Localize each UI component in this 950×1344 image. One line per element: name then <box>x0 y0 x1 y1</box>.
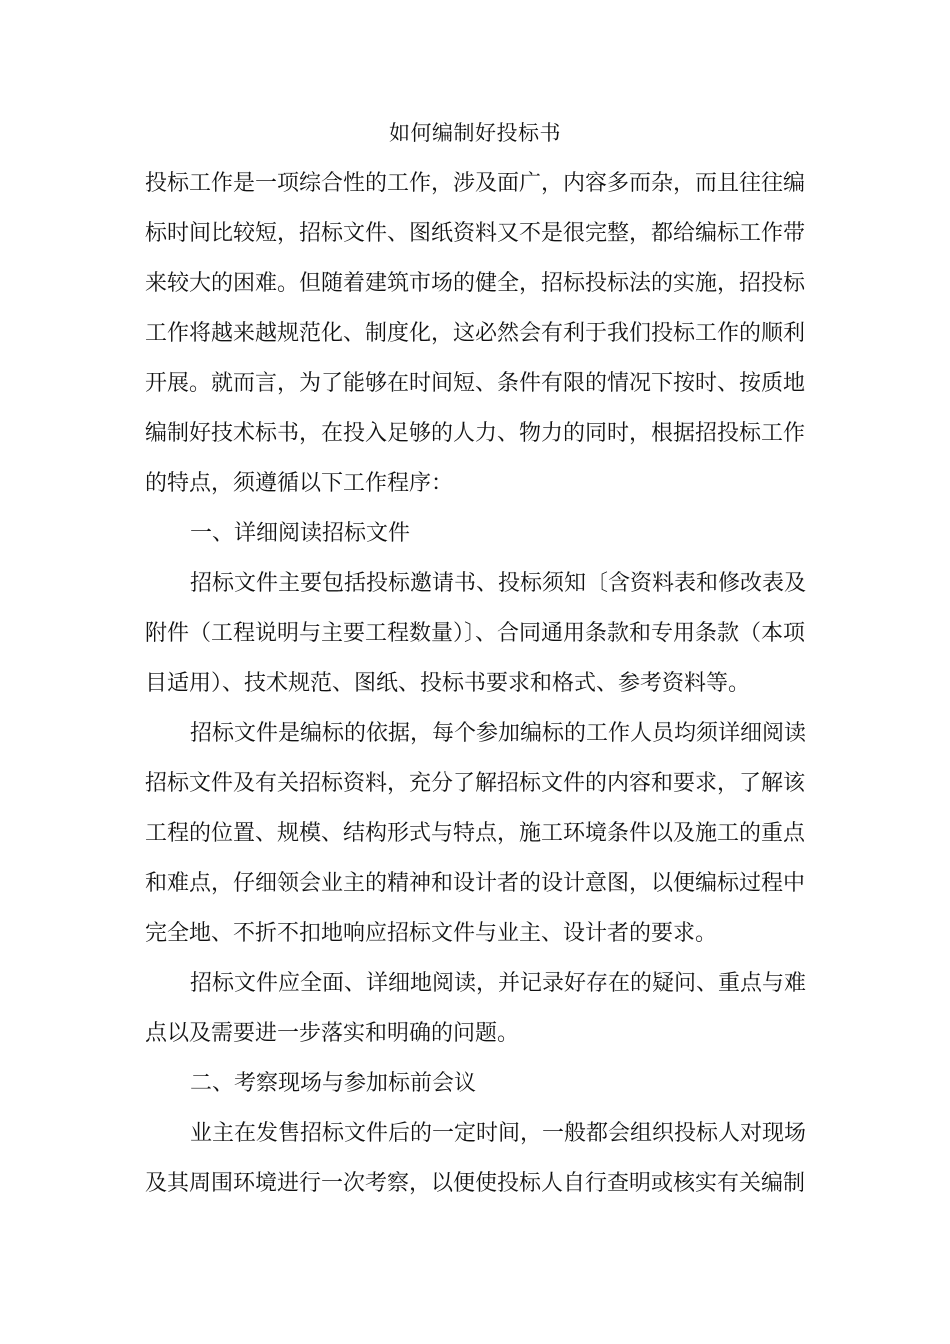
section-heading: 二、考察现场与参加标前会议 <box>190 1071 477 1096</box>
paragraph-line: 工作将越来越规范化、制度化，这必然会有利于我们投标工作的顺利 <box>145 321 806 346</box>
section-heading: 一、详细阅读招标文件 <box>190 521 411 546</box>
paragraph-line: 来较大的困难。但随着建筑市场的健全，招标投标法的实施，招投标 <box>145 271 806 296</box>
paragraph-line: 标时间比较短，招标文件、图纸资料又不是很完整，都给编标工作带 <box>145 221 806 246</box>
paragraph-line: 的特点，须遵循以下工作程序： <box>145 471 454 496</box>
paragraph-line: 投标工作是一项综合性的工作，涉及面广，内容多而杂，而且往往编 <box>145 171 806 196</box>
paragraph-line: 招标文件应全面、详细地阅读，并记录好存在的疑问、重点与难 <box>190 971 807 996</box>
paragraph-line: 招标文件是编标的依据，每个参加编标的工作人员均须详细阅读 <box>190 721 807 746</box>
paragraph-line: 和难点，仔细领会业主的精神和设计者的设计意图，以便编标过程中 <box>145 871 806 896</box>
paragraph-line: 附件（工程说明与主要工程数量）〕、合同通用条款和专用条款（本项 <box>145 621 806 646</box>
paragraph-line: 完全地、不折不扣地响应招标文件与业主、设计者的要求。 <box>145 921 718 946</box>
paragraph-line: 目适用）、技术规范、图纸、投标书要求和格式、参考资料等。 <box>145 671 751 696</box>
document-title: 如何编制好投标书 <box>389 121 561 145</box>
paragraph-line: 开展。就而言，为了能够在时间短、条件有限的情况下按时、按质地 <box>145 371 806 396</box>
paragraph-line: 招标文件主要包括投标邀请书、投标须知〔含资料表和修改表及 <box>190 571 807 596</box>
paragraph-line: 招标文件及有关招标资料，充分了解招标文件的内容和要求，了解该 <box>145 771 806 796</box>
paragraph-line: 点以及需要进一步落实和明确的问题。 <box>145 1021 520 1046</box>
paragraph-line: 及其周围环境进行一次考察，以便使投标人自行查明或核实有关编制 <box>145 1171 806 1196</box>
paragraph-line: 业主在发售招标文件后的一定时间，一般都会组织投标人对现场 <box>190 1121 807 1146</box>
paragraph-line: 编制好技术标书，在投入足够的人力、物力的同时，根据招投标工作 <box>145 421 806 446</box>
paragraph-line: 工程的位置、规模、结构形式与特点，施工环境条件以及施工的重点 <box>145 821 806 846</box>
